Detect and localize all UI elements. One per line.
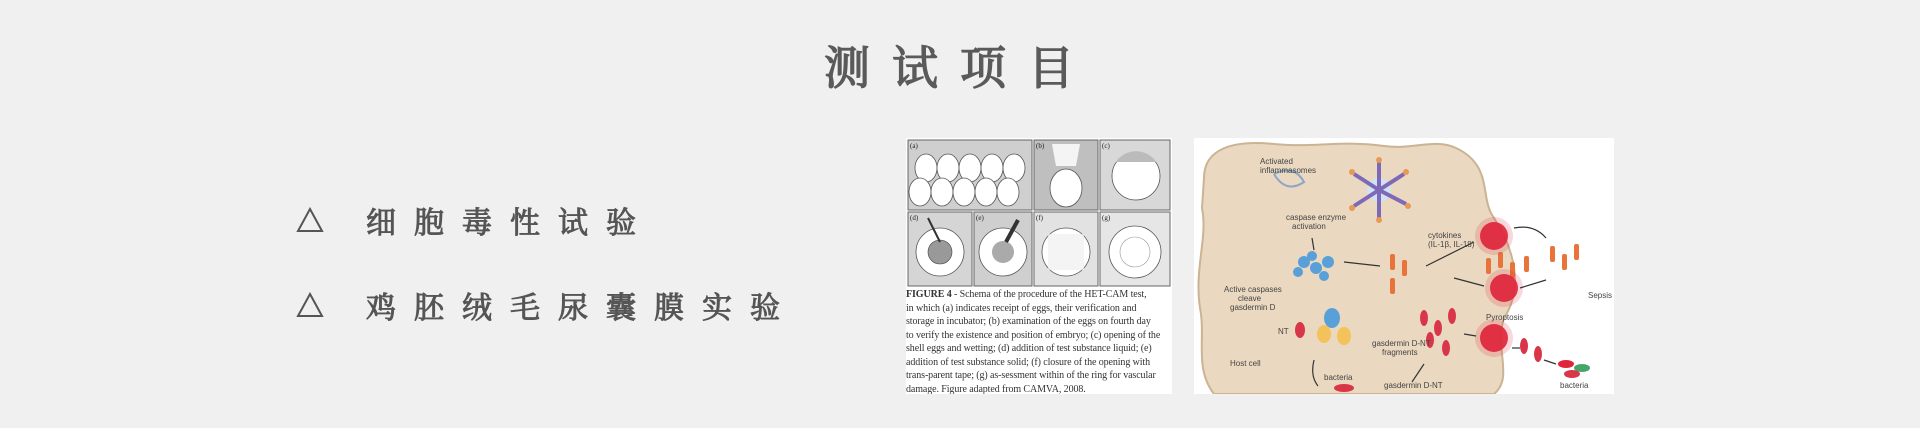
panel-label: (f) [1036,214,1043,222]
label-sepsis: Sepsis [1588,291,1613,300]
page-title: 测试项目 [824,41,1096,95]
label-fragments-2: fragments [1382,348,1418,357]
panel-label: (e) [976,214,984,222]
list-item [296,283,798,327]
label-caspase: caspase enzyme [1286,213,1347,222]
label-fragments: gasdermin D-NT [1372,339,1431,348]
caption-line: - Schema of the procedure of the HET-CAM test, [951,289,1147,300]
hetcam-panels [906,138,1172,288]
caption-line: trans-parent tape; (g) as-sessment within of the ring for vascular [906,370,1156,381]
pyroptosis-diagram [1194,138,1614,394]
host-cell-shape [1198,143,1514,394]
pyroptosis-figure [1194,138,1614,394]
panel-label: (d) [910,214,919,222]
caption-line: to verify the existence and position of embryo; (c) opening of the [906,329,1161,341]
caption-line: in which (a) indicates receipt of eggs, their verification and [906,302,1137,314]
label-inflammasomes-2: inflammasomes [1260,166,1317,175]
triangle-outline-icon [296,207,324,233]
label-host-cell: Host cell [1230,359,1261,368]
panel-label: (g) [1102,214,1111,222]
label-cytokines: cytokines [1428,231,1462,240]
label-gasdermin-nt: gasdermin D-NT [1384,381,1443,390]
caption-line: addition of test substance solid; (f) closure of the opening with [906,356,1151,368]
label-inflammasomes: Activated [1260,157,1293,166]
label-caspase-2: activation [1292,222,1326,231]
list-item-label: 鸡胚绒毛尿囊膜实验 [366,291,798,326]
caption-line: damage. Figure adapted from CAMVA, 2008. [906,383,1086,394]
label-bacteria-right: bacteria [1560,381,1589,390]
label-pyroptosis: Pyroptosis [1486,313,1524,322]
label-nt: NT [1278,327,1289,336]
figure-caption [906,288,1172,394]
caption-line: shell eggs and wetting; (d) addition of test substance liquid; (e) [906,343,1152,354]
label-active-caspases-2: cleave [1238,294,1262,303]
label-active-caspases-3: gasdermin D [1230,303,1276,312]
hetcam-figure [906,138,1172,394]
triangle-outline-icon [296,292,324,318]
panel-label: (b) [1036,142,1045,150]
panel-label: (a) [910,142,918,150]
label-active-caspases: Active caspases [1224,285,1282,294]
label-cytokines-2: (IL-1β, IL-18) [1428,240,1475,249]
caption-line: storage in incubator; (b) examination of the eggs on fourth day [906,316,1151,327]
label-bacteria: bacteria [1324,373,1353,382]
caption-head: FIGURE 4 [906,289,952,300]
list-item [296,198,654,242]
list-item-label: 细胞毒性试验 [366,206,654,241]
panel-label: (c) [1102,142,1110,150]
